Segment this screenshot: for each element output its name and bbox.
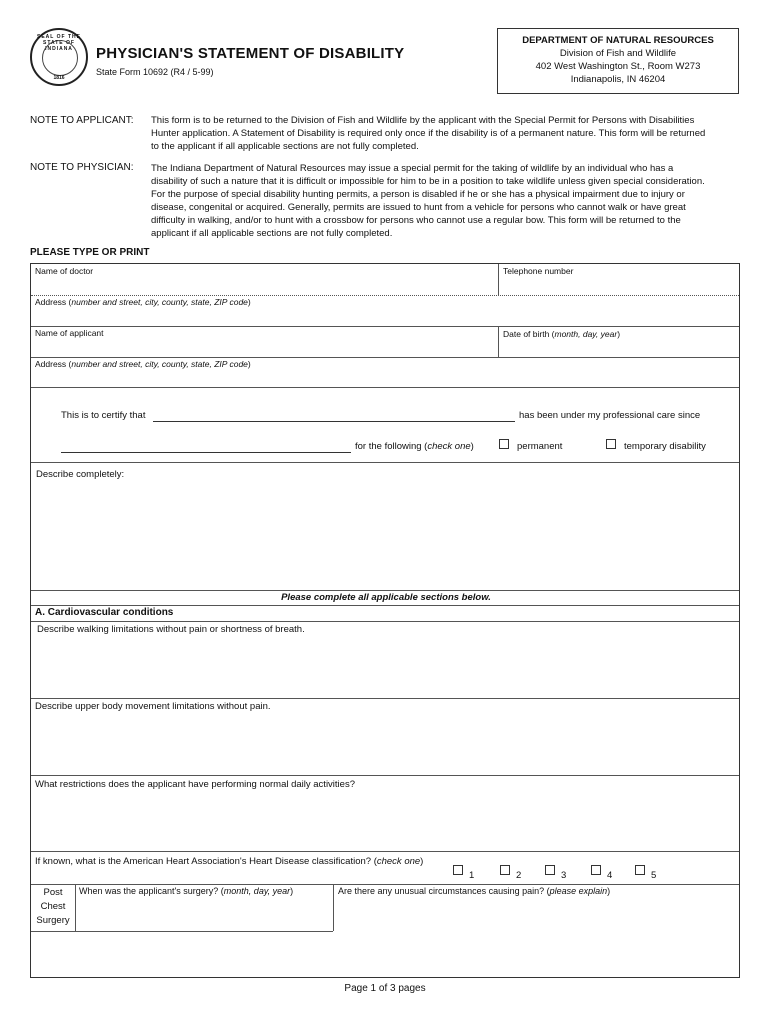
complete-sections-note: Please complete all applicable sections below. bbox=[281, 592, 491, 603]
doctor-address-field[interactable] bbox=[33, 307, 737, 324]
post-chest-word: Post bbox=[43, 887, 63, 898]
telephone-field[interactable] bbox=[501, 275, 737, 293]
aha-question-text: If known, what is the American Heart Association's Heart Disease classification? ( bbox=[35, 856, 377, 867]
daily-activities-question: What restrictions does the applicant have performing normal daily activities? bbox=[35, 779, 355, 790]
note-line: applicant if all applicable sections are not fully completed. bbox=[151, 228, 393, 239]
dept-city: Indianapolis, IN 46204 bbox=[570, 74, 666, 85]
address-label-text: Address ( bbox=[35, 297, 72, 307]
post-chest-surgery-label bbox=[31, 886, 75, 928]
divider bbox=[31, 698, 739, 699]
aha-close: ) bbox=[420, 856, 424, 867]
surgery-hint: month, day, year bbox=[223, 886, 291, 896]
aha-option-2: 2 bbox=[516, 870, 522, 881]
dept-street: 402 West Washington St., Room W273 bbox=[535, 61, 701, 72]
certify-prefix: This is to certify that bbox=[61, 410, 146, 421]
divider bbox=[498, 326, 499, 357]
note-line: to the applicant if all applicable sections are not fully completed. bbox=[151, 141, 419, 152]
page-title: PHYSICIAN'S STATEMENT OF DISABILITY bbox=[96, 45, 405, 62]
address-hint: number and street, city, county, state, ZIP code bbox=[71, 359, 248, 369]
please-type-heading: PLEASE TYPE OR PRINT bbox=[30, 247, 150, 258]
dob-hint: month, day, year bbox=[554, 329, 618, 339]
walking-answer-field[interactable] bbox=[33, 638, 737, 696]
form-id: State Form 10692 (R4 / 5-99) bbox=[96, 67, 214, 77]
following-hint: check one bbox=[427, 441, 471, 452]
aha-option-1: 1 bbox=[469, 870, 475, 881]
surgery-date-question bbox=[79, 886, 293, 896]
note-applicant-text bbox=[151, 114, 741, 153]
upper-body-answer-field[interactable] bbox=[33, 715, 737, 773]
surgery-date-field[interactable] bbox=[77, 900, 331, 928]
divider bbox=[31, 605, 739, 606]
note-physician-text bbox=[151, 162, 741, 240]
daily-activities-answer-field[interactable] bbox=[33, 793, 737, 849]
divider bbox=[31, 775, 739, 776]
doctor-name-field[interactable] bbox=[33, 275, 495, 293]
divider bbox=[498, 264, 499, 295]
doctor-address-label bbox=[35, 297, 251, 307]
note-line: This form is to be returned to the Division of Fish and Wildlife by the applicant with the Special Permit for Persons with Disabilities bbox=[151, 115, 695, 126]
seal-emblem bbox=[42, 40, 78, 76]
address-close: ) bbox=[247, 297, 251, 307]
divider bbox=[31, 851, 739, 852]
dob-label bbox=[503, 329, 620, 339]
aha-checkbox-3[interactable] bbox=[545, 865, 555, 875]
seal-top-text: SEAL OF THE STATE OF INDIANA bbox=[37, 34, 81, 52]
note-applicant-label: NOTE TO APPLICANT: bbox=[30, 115, 134, 126]
department-box bbox=[497, 28, 739, 94]
divider bbox=[31, 621, 739, 622]
describe-label: Describe completely: bbox=[36, 469, 125, 480]
dob-field[interactable] bbox=[501, 340, 737, 355]
surgery-q-text: When was the applicant's surgery? ( bbox=[79, 886, 224, 896]
note-line: The Indiana Department of Natural Resources may issue a special permit for the taking of wildlife by an individual who has a bbox=[151, 163, 674, 174]
pain-hint: please explain bbox=[549, 886, 608, 896]
post-chest-word: Chest bbox=[40, 901, 66, 912]
divider bbox=[31, 387, 739, 388]
divider bbox=[31, 326, 739, 327]
name-of-applicant-label: Name of applicant bbox=[35, 328, 104, 338]
aha-option-3: 3 bbox=[561, 870, 567, 881]
describe-field[interactable] bbox=[33, 482, 737, 586]
divider bbox=[75, 884, 76, 931]
dept-division: Division of Fish and Wildlife bbox=[559, 48, 677, 59]
address-label-text: Address ( bbox=[35, 359, 72, 369]
certify-name-line[interactable] bbox=[153, 421, 515, 422]
divider bbox=[31, 884, 739, 885]
dept-name: DEPARTMENT OF NATURAL RESOURCES bbox=[522, 35, 714, 46]
note-line: Hunter application. A Statement of Disability is required only once if the disability is of a permanent nature. This form will be returned bbox=[151, 128, 706, 139]
seal-year: 1816 bbox=[53, 75, 65, 81]
applicant-name-field[interactable] bbox=[33, 338, 495, 355]
note-line: disability of such a nature that it is difficult or impossible for him to be in a position to take wildlife unless given special consideration. bbox=[151, 176, 705, 187]
following-close: ) bbox=[470, 441, 474, 452]
post-chest-word: Surgery bbox=[36, 915, 70, 926]
divider bbox=[31, 462, 739, 463]
address-close: ) bbox=[247, 359, 251, 369]
form-frame bbox=[30, 263, 740, 978]
applicant-address-field[interactable] bbox=[33, 369, 737, 385]
dob-label-text: Date of birth ( bbox=[503, 329, 555, 339]
following-label bbox=[355, 441, 474, 452]
aha-checkbox-1[interactable] bbox=[453, 865, 463, 875]
aha-option-4: 4 bbox=[607, 870, 613, 881]
permanent-checkbox[interactable] bbox=[499, 439, 509, 449]
aha-checkbox-4[interactable] bbox=[591, 865, 601, 875]
divider bbox=[31, 357, 739, 358]
divider bbox=[333, 884, 334, 931]
note-physician-label: NOTE TO PHYSICIAN: bbox=[30, 162, 134, 173]
temporary-checkbox[interactable] bbox=[606, 439, 616, 449]
state-seal bbox=[30, 28, 88, 86]
pain-q-text: Are there any unusual circumstances causing pain? ( bbox=[338, 886, 550, 896]
surgery-close: ) bbox=[290, 886, 294, 896]
note-line: disease, congenital or acquired. Generally, permits are issued to hunt from a vehicle for persons who cannot walk or have great bbox=[151, 202, 686, 213]
address-hint: number and street, city, county, state, ZIP code bbox=[71, 297, 248, 307]
care-since-line[interactable] bbox=[61, 452, 351, 453]
aha-checkbox-2[interactable] bbox=[500, 865, 510, 875]
dob-close: ) bbox=[617, 329, 621, 339]
note-line: For the purpose of special disability hunting permits, a person is disabled if he or she has a physical impairment due to injury or bbox=[151, 189, 685, 200]
pain-question bbox=[338, 886, 610, 896]
certify-suffix: has been under my professional care since bbox=[519, 410, 701, 421]
page-footer: Page 1 of 3 pages bbox=[344, 983, 426, 994]
aha-option-5: 5 bbox=[651, 870, 657, 881]
divider bbox=[31, 931, 333, 932]
aha-question bbox=[35, 856, 423, 867]
divider bbox=[31, 295, 739, 296]
following-text: for the following ( bbox=[355, 441, 428, 452]
telephone-label: Telephone number bbox=[503, 266, 574, 276]
applicant-address-label bbox=[35, 359, 251, 369]
name-of-doctor-label: Name of doctor bbox=[35, 266, 94, 276]
pain-close: ) bbox=[607, 886, 611, 896]
walking-question: Describe walking limitations without pain or shortness of breath. bbox=[37, 624, 305, 635]
permanent-label: permanent bbox=[517, 441, 563, 452]
divider bbox=[31, 590, 739, 591]
note-line: difficulty in walking, and/or to hunt with a crossbow for persons who cannot use a regular bow. This form will be returned to the bbox=[151, 215, 681, 226]
section-a-heading: A. Cardiovascular conditions bbox=[35, 607, 174, 618]
aha-checkbox-5[interactable] bbox=[635, 865, 645, 875]
upper-body-question: Describe upper body movement limitations without pain. bbox=[35, 701, 271, 712]
pain-answer-field[interactable] bbox=[336, 900, 737, 974]
aha-hint: check one bbox=[376, 856, 421, 867]
temporary-label: temporary disability bbox=[624, 441, 706, 452]
